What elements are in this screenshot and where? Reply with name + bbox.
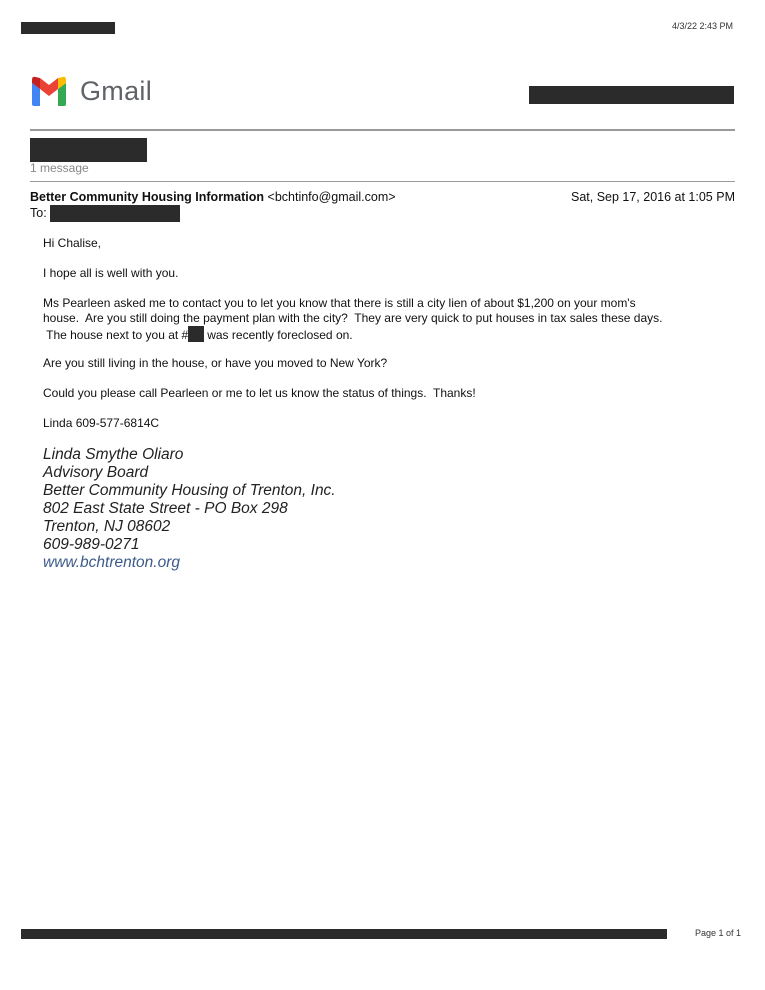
- message-header: [30, 190, 735, 204]
- body-paragraph-2-line-3: [43, 326, 353, 343]
- message-date: Sat, Sep 17, 2016 at 1:05 PM: [570, 190, 735, 204]
- redacted-subject: [30, 138, 147, 162]
- to-label: To:: [30, 206, 47, 220]
- signature-org: Better Community Housing of Trenton, Inc.: [43, 482, 336, 499]
- body-paragraph-2-line-1: Ms Pearleen asked me to contact you to let you know that there is still a city lien of about $1,200 on your mom's: [43, 296, 636, 310]
- message-divider: [30, 181, 735, 182]
- gmail-wordmark: Gmail: [80, 76, 153, 106]
- body-paragraph-4: Could you please call Pearleen or me to let us know the status of things. Thanks!: [43, 386, 476, 400]
- gmail-logo-icon: [29, 75, 69, 107]
- redacted-recipient: [50, 205, 180, 222]
- body-line-3-start: The house next to you at #: [43, 328, 189, 342]
- signature-city: Trenton, NJ 08602: [43, 518, 171, 535]
- body-paragraph-2-line-2: house. Are you still doing the payment plan with the city? They are very quick to put houses in tax sales these days.: [43, 311, 663, 325]
- body-paragraph-5: Linda 609-577-6814C: [43, 416, 160, 430]
- sender-name: Better Community Housing Information: [30, 190, 265, 204]
- signature-phone: 609-989-0271: [43, 536, 140, 553]
- body-greeting: Hi Chalise,: [43, 236, 102, 250]
- redacted-footer-url: [21, 929, 667, 939]
- signature-title: Advisory Board: [43, 464, 149, 481]
- print-timestamp: 4/3/22 2:43 PM: [672, 21, 734, 31]
- signature-website-link[interactable]: www.bchtrenton.org: [43, 554, 180, 571]
- body-paragraph-3: Are you still living in the house, or have you moved to New York?: [43, 356, 388, 370]
- signature-name: Linda Smythe Oliaro: [43, 446, 184, 463]
- redacted-header-left: [21, 22, 115, 34]
- sender-email: <bchtinfo@gmail.com>: [267, 190, 396, 204]
- redacted-account-email: [529, 86, 734, 104]
- page-number: Page 1 of 1: [695, 928, 742, 938]
- message-count: 1 message: [30, 161, 89, 175]
- body-line-3-end: was recently foreclosed on.: [207, 328, 353, 342]
- redacted-house-number: [188, 326, 204, 342]
- header-divider: [30, 129, 735, 131]
- body-paragraph-1: I hope all is well with you.: [43, 266, 179, 280]
- signature-address: 802 East State Street - PO Box 298: [43, 500, 288, 517]
